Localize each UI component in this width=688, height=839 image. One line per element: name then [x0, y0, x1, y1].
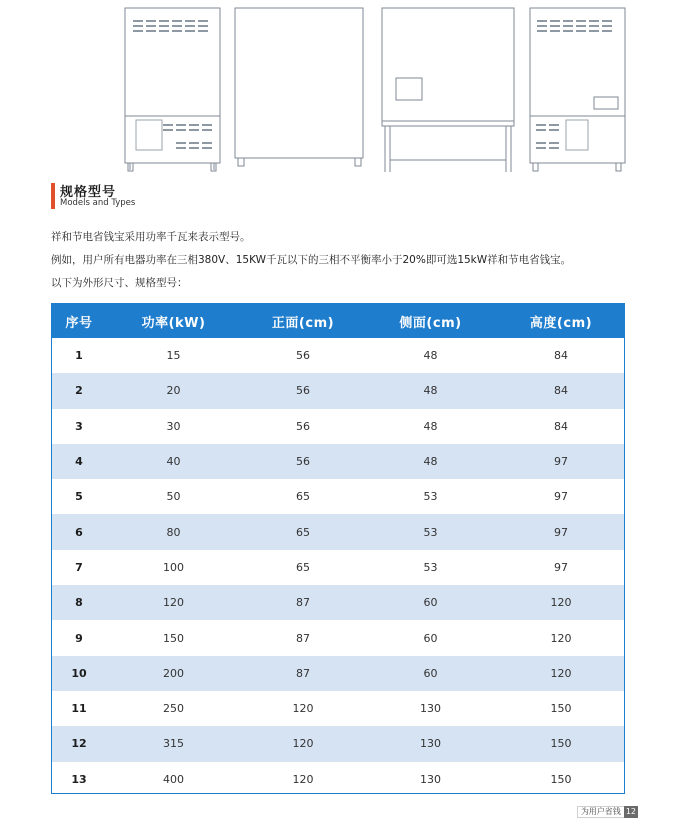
- cell-height: 97: [554, 560, 568, 574]
- cell-power: 80: [166, 525, 181, 539]
- cabinet-front-view-2: [530, 8, 625, 171]
- table-row: [52, 762, 625, 794]
- cell-side: 53: [423, 560, 438, 574]
- cell-index: 6: [75, 525, 83, 539]
- table-row: [52, 691, 625, 726]
- cabinet-front-view-1: [125, 8, 220, 171]
- cell-side: 130: [420, 772, 441, 786]
- intro-line-1: 祥和节电省钱宝采用功率千瓦来表示型号。: [51, 231, 251, 243]
- cell-power: 15: [166, 349, 181, 363]
- cell-side: 48: [423, 419, 438, 433]
- cell-index: 8: [75, 596, 83, 610]
- cell-front: 87: [296, 596, 310, 610]
- cell-front: 120: [292, 772, 314, 786]
- cell-side: 60: [423, 631, 438, 645]
- cell-front: 56: [296, 455, 310, 469]
- cell-index: 2: [75, 384, 83, 398]
- cell-index: 12: [71, 737, 87, 751]
- cell-index: 5: [75, 490, 83, 504]
- table-row: [52, 409, 625, 444]
- cell-index: 9: [75, 631, 83, 645]
- table-row: [52, 726, 625, 761]
- cell-side: 130: [420, 737, 441, 751]
- section-title: 规格型号: [60, 185, 117, 200]
- header-side: 侧面(cm): [399, 315, 462, 331]
- section-accent-bar: [51, 183, 55, 209]
- cell-power: 400: [163, 772, 184, 786]
- cell-height: 97: [554, 490, 568, 504]
- header-front: 正面(cm): [271, 315, 335, 331]
- table-row: [52, 444, 625, 479]
- cell-power: 200: [163, 666, 184, 680]
- table-row: [52, 514, 625, 549]
- cell-index: 7: [75, 560, 83, 574]
- cell-side: 60: [423, 666, 438, 680]
- cell-side: 130: [420, 702, 441, 716]
- cell-height: 97: [554, 525, 568, 539]
- cell-power: 20: [166, 384, 181, 398]
- cell-height: 97: [554, 455, 568, 469]
- cell-front: 120: [292, 702, 314, 716]
- header-height: 高度(cm): [529, 315, 593, 331]
- cell-side: 48: [423, 349, 438, 363]
- cell-index: 1: [75, 349, 83, 363]
- cell-side: 48: [423, 384, 438, 398]
- cabinet-stand-view: [382, 8, 514, 172]
- page-number: 12: [625, 807, 636, 816]
- cell-height: 120: [550, 666, 572, 680]
- table-row: [52, 585, 625, 620]
- cell-side: 48: [423, 455, 438, 469]
- cell-power: 150: [163, 631, 184, 645]
- cell-front: 56: [296, 384, 310, 398]
- cell-index: 10: [71, 666, 87, 680]
- cell-power: 100: [163, 560, 184, 574]
- footer-label: 为用户省钱: [577, 806, 624, 818]
- spec-table-body: [52, 338, 625, 794]
- page-footer: [577, 806, 638, 818]
- cell-front: 65: [296, 525, 310, 539]
- cell-index: 3: [75, 419, 83, 433]
- table-row: [52, 373, 625, 408]
- table-row: [52, 550, 625, 585]
- cell-front: 56: [296, 349, 310, 363]
- cell-front: 87: [296, 666, 310, 680]
- table-row: [52, 338, 625, 373]
- cell-front: 120: [292, 737, 314, 751]
- cell-side: 60: [423, 596, 438, 610]
- cell-front: 65: [296, 490, 310, 504]
- cell-height: 84: [554, 384, 568, 398]
- header-index: 序号: [65, 315, 93, 331]
- cabinet-side-view: [235, 8, 363, 166]
- cabinet-drawings: [0, 0, 688, 178]
- spec-table: [51, 303, 625, 794]
- section-subtitle: Models and Types: [60, 198, 136, 208]
- table-row: [52, 620, 625, 655]
- cell-side: 53: [423, 490, 438, 504]
- cell-front: 56: [296, 419, 310, 433]
- cell-power: 250: [163, 702, 184, 716]
- cell-height: 150: [550, 772, 572, 786]
- cell-front: 87: [296, 631, 310, 645]
- cell-index: 13: [71, 772, 87, 786]
- cell-power: 40: [166, 455, 181, 469]
- header-power: 功率(kW): [141, 315, 206, 331]
- cell-power: 120: [163, 596, 184, 610]
- cell-height: 150: [550, 702, 572, 716]
- cell-index: 4: [75, 455, 83, 469]
- cell-front: 65: [296, 560, 310, 574]
- spec-table-header: [52, 304, 625, 338]
- table-row: [52, 656, 625, 691]
- cell-power: 30: [166, 419, 181, 433]
- cell-height: 150: [550, 737, 572, 751]
- cell-height: 120: [550, 631, 572, 645]
- table-row: [52, 479, 625, 514]
- cell-height: 84: [554, 419, 568, 433]
- cell-index: 11: [71, 702, 87, 716]
- intro-line-3: 以下为外形尺寸、规格型号：: [51, 277, 188, 289]
- intro-line-2: 例如，用户所有电器功率在三相380V、15KW千瓦以下的三相不平衡率小于20%即可选15kW祥和节电省钱宝。: [51, 254, 572, 266]
- cell-side: 53: [423, 525, 438, 539]
- cell-power: 50: [166, 490, 181, 504]
- cell-power: 315: [163, 737, 184, 751]
- cell-height: 84: [554, 349, 568, 363]
- cell-height: 120: [550, 596, 572, 610]
